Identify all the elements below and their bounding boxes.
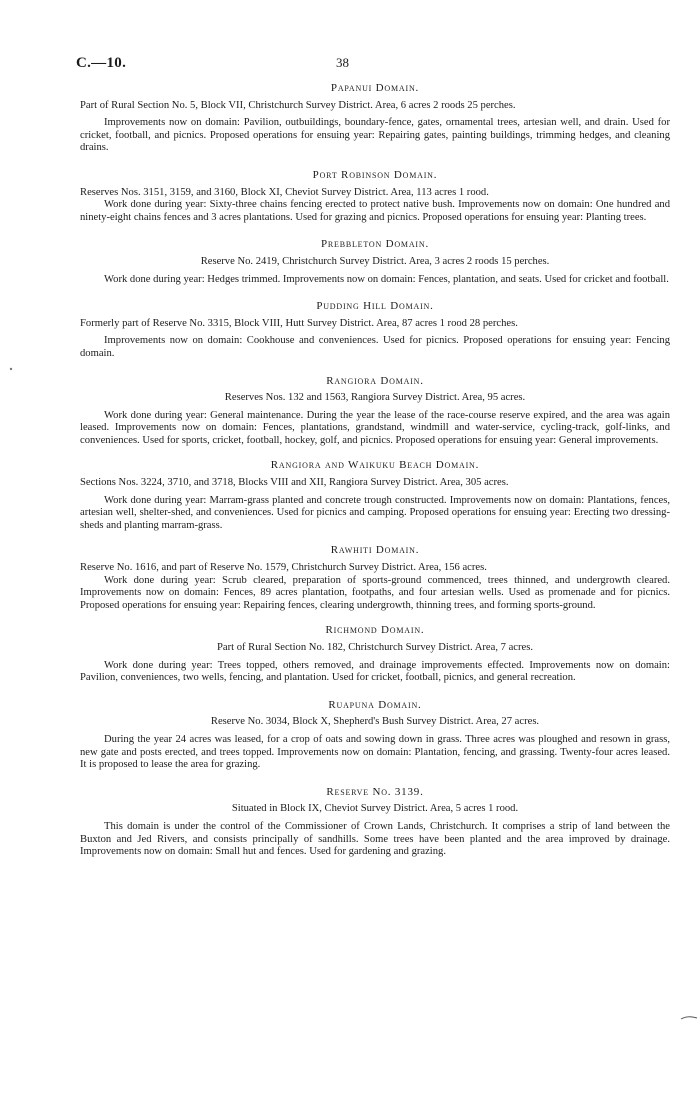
page-content <box>80 82 670 859</box>
domain-section-prebbleton <box>80 238 670 286</box>
section-body: Improvements now on domain: Pavilion, outbuildings, boundary-fence, gates, ornamental trees, artesian well, and drain. Used for cricket, football, and picnics. Proposed operations for ensuing year: Repairing gates, painting buildings, trimming hedges, and cleaning drains. <box>80 117 670 154</box>
section-location: Reserve No. 3034, Block X, Shepherd's Bush Survey District. Area, 27 acres. <box>210 716 540 728</box>
domain-section-richmond <box>80 624 670 684</box>
section-heading: Papanui Domain. <box>330 82 420 94</box>
section-heading: Port Robinson Domain. <box>312 168 438 181</box>
section-body: Work done during year: Hedges trimmed. Improvements now on domain: Fences, plantation, and seats. Used for cricket and football. <box>104 273 669 285</box>
section-location: Formerly part of Reserve No. 3315, Block VIII, Hutt Survey District. Area, 87 acres 1 rood 28 perches. <box>80 317 518 329</box>
scan-edge-mark <box>680 1014 698 1022</box>
section-body: Work done during year: Trees topped, others removed, and drainage improvements effected. Improvements now on domain: Pavilion, conveniences, two wells, fencing, and plantation. Used for cricket, football, picnics, and general recreation. <box>80 659 670 684</box>
section-gap <box>80 447 670 459</box>
domain-section-papanui <box>80 82 670 155</box>
section-heading: Prebbleton Domain. <box>320 238 430 251</box>
section-body: Work done during year: Scrub cleared, preparation of sports-ground commenced, trees thinned, and undergrowth cleared. Improvements now on domain: Fences, 89 acres plantation, footpaths, and four artesian wells. Used as promenade and for picnics. Proposed operations for ensuing year: Repairing fences, clearing undergrowth, thinning trees, and forming sports-ground. <box>80 574 670 611</box>
domain-section-rawhiti <box>80 544 670 612</box>
section-body: Work done during year: General maintenance. During the year the lease of the race-course reserve expired, and the area was again leased. Improvements now on domain: Fences, plantations, grandstand, windmill and water-service, cycling-track, golf-links, and conveniences. Used for sports, cricket, football, hockey, golf, and picnics. Proposed operations for ensuing year: General improvements. <box>80 409 670 446</box>
section-heading: Rangiora Domain. <box>326 374 424 387</box>
domain-section-reserve-3139 <box>80 786 670 859</box>
section-heading: Rawhiti Domain. <box>330 544 420 557</box>
section-gap <box>80 224 670 238</box>
domain-section-pudding-hill <box>80 300 670 360</box>
section-body: Work done during year: Sixty-three chains fencing erected to protect native bush. Improvements now on domain: One hundred and ninety-eight chains fences and 3 acres plantations. Used for grazing and picnics. Proposed operations for ensuing year: Planting trees. <box>80 199 670 223</box>
section-location: Part of Rural Section No. 5, Block VII, Christchurch Survey District. Area, 6 acres 2 roods 25 perches. <box>80 99 516 111</box>
section-location: Reserves Nos. 3151, 3159, and 3160, Block XI, Cheviot Survey District. Area, 113 acres 1 rood. <box>80 186 489 198</box>
scan-speck-mark <box>8 366 14 372</box>
domain-section-rangiora-waikuku-beach <box>80 459 670 532</box>
domain-section-ruapuna <box>80 699 670 772</box>
section-location: Part of Rural Section No. 182, Christchurch Survey District. Area, 7 acres. <box>217 642 533 653</box>
section-gap <box>80 685 670 699</box>
domain-section-port-robinson <box>80 169 670 224</box>
section-heading: Richmond Domain. <box>325 624 425 637</box>
section-heading: Ruapuna Domain. <box>328 698 422 711</box>
section-body: During the year 24 acres was leased, for a crop of oats and sowing down in grass. Three acres was ploughed and resown in grass, new gate and posts erected, and trees topped. Improvements now on domain: Plantation, fencing, and grassing. Twenty-four acres leased. It is proposed to lease the area for grazing. <box>80 733 670 771</box>
section-heading: Rangiora and Waikuku Beach Domain. <box>270 459 480 472</box>
section-location: Sections Nos. 3224, 3710, and 3718, Blocks VIII and XII, Rangiora Survey District. Area, 305 acres. <box>80 477 509 489</box>
section-gap <box>80 772 670 786</box>
section-body: Work done during year: Marram-grass planted and concrete trough constructed. Improvements now on domain: Plantations, fences, artesian well, shelter-shed, and conveniences. Used for picnics and camping. Proposed operations for ensuing year: Erecting two dressing-sheds and planting marram-grass. <box>80 494 670 531</box>
section-location: Reserve No. 1616, and part of Reserve No. 1579, Christchurch Survey District. Area, 156 acres. <box>80 562 487 574</box>
domain-section-rangiora <box>80 375 670 448</box>
section-gap <box>80 532 670 544</box>
document-reference: C.—10. <box>76 55 127 71</box>
section-heading: Pudding Hill Domain. <box>316 300 434 313</box>
section-heading: Reserve No. 3139. <box>326 785 424 798</box>
section-gap <box>80 286 670 300</box>
section-location: Situated in Block IX, Cheviot Survey District. Area, 5 acres 1 rood. <box>231 803 519 815</box>
section-location: Reserve No. 2419, Christchurch Survey District. Area, 3 acres 2 roods 15 perches. <box>200 255 550 267</box>
page-number: 38 <box>336 55 349 70</box>
section-gap <box>80 612 670 624</box>
section-body: Improvements now on domain: Cookhouse and conveniences. Used for picnics. Proposed operations for ensuing year: Fencing domain. <box>80 335 670 359</box>
section-location: Reserves Nos. 132 and 1563, Rangiora Survey District. Area, 95 acres. <box>224 392 526 404</box>
section-gap <box>80 155 670 169</box>
section-body: This domain is under the control of the Commissioner of Crown Lands, Christchurch. It comprises a strip of land between the Buxton and Jed Rivers, and consists principally of sandhills. Some trees have been planted and the area improved by drainage. Improvements now on domain: Small hut and fences. Used for gardening and grazing. <box>80 820 670 858</box>
section-gap <box>80 361 670 375</box>
